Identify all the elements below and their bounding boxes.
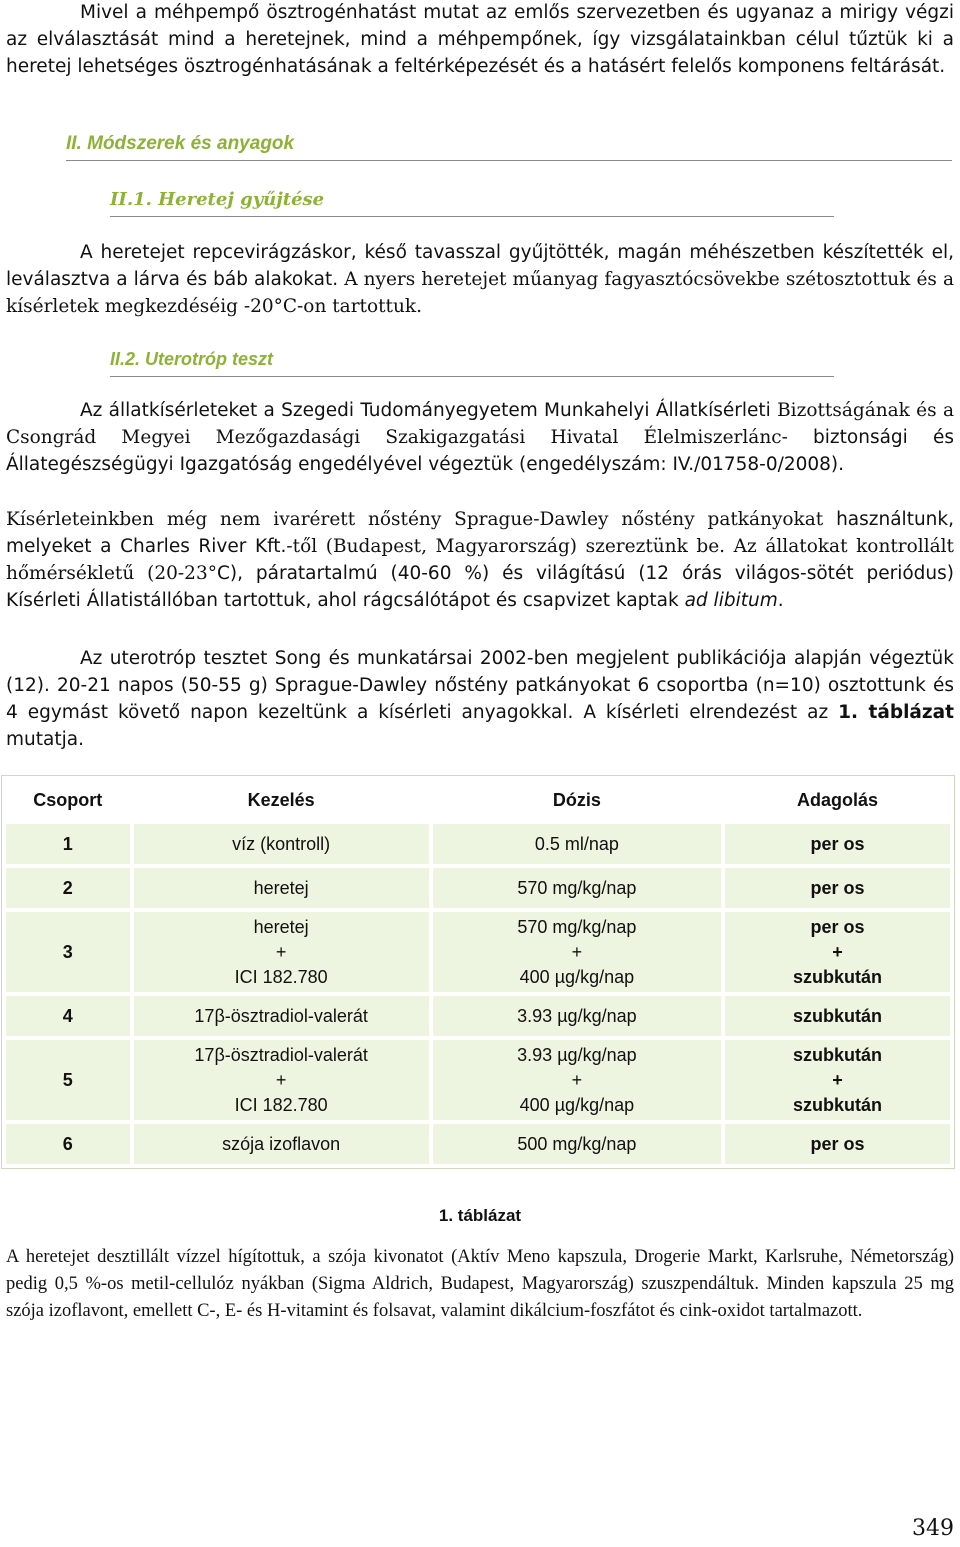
treatment-cell-line: ICI 182.780 [234, 1094, 328, 1115]
treatment-cell-line: heretej [253, 877, 309, 898]
dose-cell-line: 570 mg/kg/nap [517, 877, 637, 898]
dose-cell [433, 1124, 721, 1164]
treatment-cell [134, 912, 429, 992]
dose-cell-line: + [571, 1069, 583, 1090]
subsection-heading-collection: II.1. Heretej gyűjtése [110, 189, 834, 217]
route-cell-line: per os [810, 833, 865, 854]
route-cell-line: per os [810, 916, 865, 937]
dose-cell-line: 400 µg/kg/nap [519, 966, 635, 987]
table-row [6, 1124, 950, 1164]
dose-cell-line: 500 mg/kg/nap [517, 1133, 637, 1154]
route-cell-line: + [832, 941, 843, 962]
treatment-cell-line: heretej [253, 916, 309, 937]
treatment-cell-line: szója izoflavon [222, 1133, 341, 1154]
dose-cell [433, 912, 721, 992]
route-cell-line: szubkután [793, 966, 883, 987]
route-cell [725, 824, 950, 864]
dose-cell [433, 824, 721, 864]
route-cell-line: per os [810, 877, 865, 898]
table-row [6, 1040, 950, 1120]
route-cell-line: szubkután [793, 1094, 883, 1115]
route-cell [725, 1124, 950, 1164]
group-cell: 3 [6, 912, 130, 992]
group-cell: 4 [6, 996, 130, 1036]
treatment-cell [134, 1040, 429, 1120]
group-cell: 6 [6, 1124, 130, 1164]
route-cell-line: szubkután [793, 1044, 883, 1065]
table-header-cell: Dózis [433, 780, 721, 820]
route-cell-line: + [832, 1069, 843, 1090]
design-paragraph: Az uterotróp tesztet Song és munkatársai 2002-ben megjelent publikációja alapján végeztük (12). 20-21 napos (50-55 g) Sprague-Dawley nőstény patkányokat 6 csoportba (n=10) osztottunk és 4 egymást követő napon kezeltünk a kísérleti anyagokkal. A kísérleti elrendezést az 1. táblázat mutatja. [6, 648, 954, 750]
treatment-cell-line: 17β-ösztradiol-valerát [194, 1044, 368, 1065]
table-row [6, 824, 950, 864]
preparation-paragraph: A heretejet desztillált vízzel hígítottuk, a szója kivonatot (Aktív Meno kapszula, Drogerie Markt, Karlsruhe, Németország) pedig 0,5 %-os metil-cellulóz nyákban (Sigma Aldrich, Budapest, Magyarország) szuszpendáltuk. Minden kapszula 25 mg szója izoflavont, emellett C-, E- és H-vitamint és folsavat, valamint dikálcium-foszfátot és cink-oxidot tartalmazott. [6, 1247, 954, 1321]
dose-cell [433, 868, 721, 908]
intro-paragraph: Mivel a méhpempő ösztrogénhatást mutat az emlős szervezetben és ugyanaz a mirigy végzi az elválasztását mind a heretejnek, mind a méhpempőnek, így vizsgálatainkban célul tűztük ki a heretej lehetséges ösztrogénhatásának a feltérképezését és a hatásért felelős komponens feltárását. [6, 2, 954, 77]
table-row [6, 868, 950, 908]
treatment-cell-line: víz (kontroll) [232, 833, 331, 854]
treatment-cell [134, 1124, 429, 1164]
ethics-paragraph: Az állatkísérleteket a Szegedi Tudományegyetem Munkahelyi Állatkísérleti Bizottságának és a Csongrád Megyei Mezőgazdasági Szakigazgatási Hivatal Élelmiszerlánc- biztonsági és Állategészségügyi Igazgatóság engedélyével végeztük (engedélyszám: IV./01758-0/2008). [6, 400, 954, 475]
route-cell-line: szubkután [793, 1005, 883, 1026]
group-cell: 2 [6, 868, 130, 908]
table-header-cell: Csoport [6, 780, 130, 820]
dose-cell-line: 3.93 µg/kg/nap [517, 1044, 637, 1065]
table-header-cell: Kezelés [134, 780, 429, 820]
treatment-cell [134, 868, 429, 908]
animals-paragraph: Kísérleteinkben még nem ivarérett nőstény Sprague-Dawley nőstény patkányokat használtunk, melyeket a Charles River Kft.-től (Budapest, Magyarország) szereztünk be. Az állatokat kontrollált hőmérsékletű (20-23°C), páratartalmú (40-60 %) és világítású (12 órás világos-sötét periódus) Kísérleti Állatistállóban tartottuk, ahol rágcsálótápot és csapvizet kaptak ad libitum. [6, 509, 954, 611]
route-cell [725, 912, 950, 992]
dose-cell-line: + [571, 941, 583, 962]
page-number: 349 [912, 1516, 954, 1541]
table-row [6, 996, 950, 1036]
dose-cell [433, 1040, 721, 1120]
group-cell: 1 [6, 824, 130, 864]
dose-cell-line: 400 µg/kg/nap [519, 1094, 635, 1115]
treatment-cell-line: 17β-ösztradiol-valerát [194, 1005, 368, 1026]
collection-paragraph: A heretejet repcevirágzáskor, késő tavasszal gyűjtötték, magán méhészetben készítették el, leválasztva a lárva és báb alakokat. A nyers heretejet műanyag fagyasztócsövekbe szétosztottuk és a kísérletek megkezdéséig -20°C-on tartottuk. [6, 242, 954, 317]
route-cell [725, 1040, 950, 1120]
group-cell: 5 [6, 1040, 130, 1120]
subsection-heading-uterotrop: II.2. Uterotróp teszt [110, 349, 834, 377]
table-header-cell: Adagolás [725, 780, 950, 820]
dose-cell-line: 0.5 ml/nap [534, 833, 619, 854]
treatment-cell [134, 824, 429, 864]
route-cell [725, 868, 950, 908]
dose-cell-line: 570 mg/kg/nap [517, 916, 637, 937]
dose-cell [433, 996, 721, 1036]
table-row [6, 912, 950, 992]
treatment-cell [134, 996, 429, 1036]
dose-cell-line: 3.93 µg/kg/nap [517, 1005, 637, 1026]
treatment-cell-line: + [275, 1069, 287, 1090]
section-heading-methods: II. Módszerek és anyagok [66, 133, 952, 161]
treatment-table [2, 776, 954, 1168]
table-caption: 1. táblázat [438, 1206, 522, 1225]
treatment-cell-line: ICI 182.780 [234, 966, 328, 987]
treatment-cell-line: + [275, 941, 287, 962]
table-header-row [6, 780, 950, 820]
route-cell [725, 996, 950, 1036]
route-cell-line: per os [810, 1133, 865, 1154]
